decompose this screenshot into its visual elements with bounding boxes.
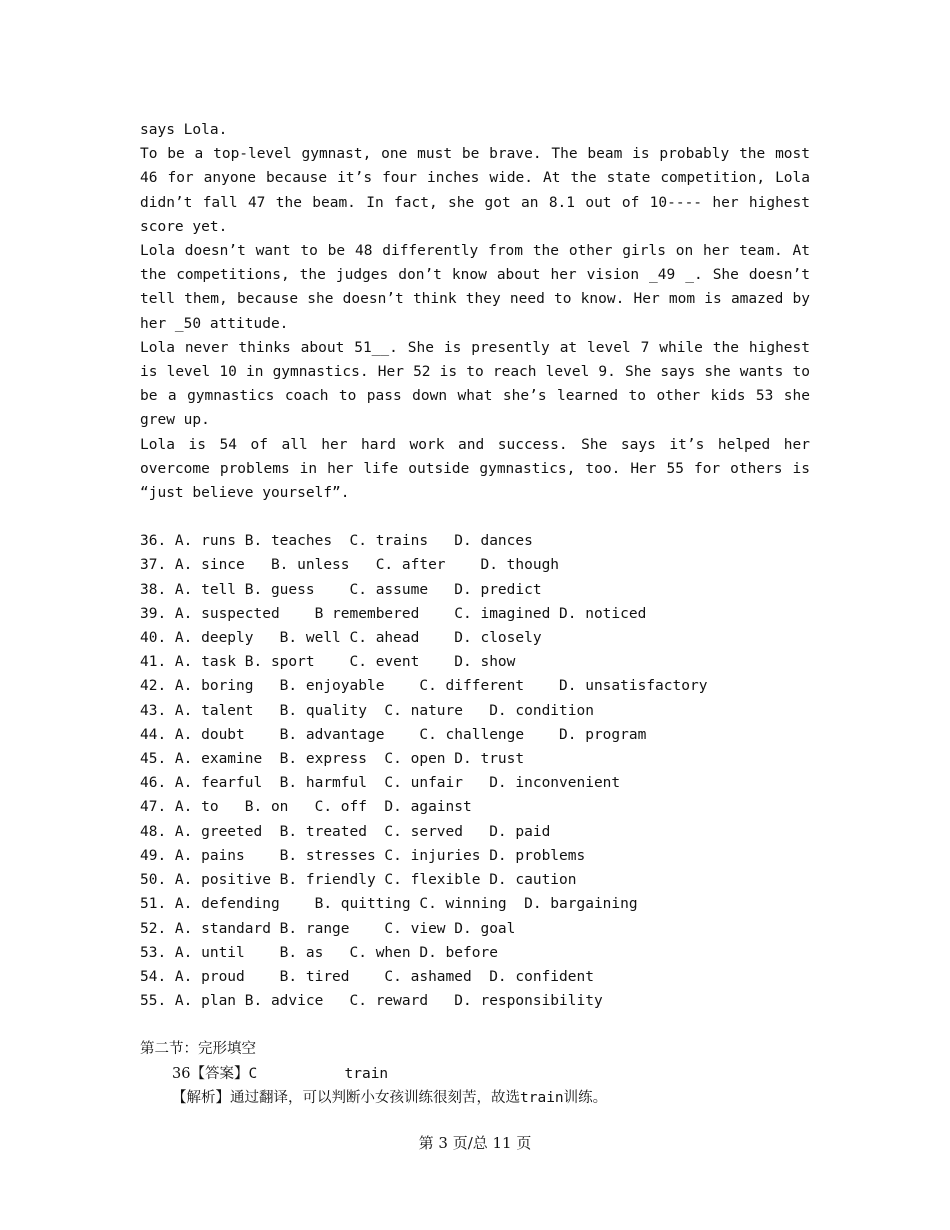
passage-paragraph-1: To be a top-level gymnast, one must be brave. The beam is probably the most 46 for anyone because it’s four inches wide. At the state competition, Lola didn’t fall 47 the beam. In fact, she got an 8.1 out of 10---- her highest score yet.: [140, 146, 810, 235]
answer-line: [140, 1062, 810, 1086]
option-row: 40. A. deeply B. well C. ahead D. closely: [140, 630, 542, 647]
section-title: 第二节：完形填空: [140, 1041, 256, 1058]
passage-paragraph-3: Lola never thinks about 51__. She is presently at level 7 while the highest is level 10 in gymnastics. Her 52 is to reach level 9. She says she wants to be a gymnastics coach to pass down what she’s learned to other kids 53 she grew up.: [140, 339, 810, 429]
passage-line-1: says Lola.: [140, 122, 228, 138]
option-row: 53. A. until B. as C. when D. before: [140, 944, 498, 961]
option-row: 50. A. positive B. friendly C. flexible D. caution: [140, 872, 577, 889]
option-row: 42. A. boring B. enjoyable C. different D. unsatisfactory: [140, 678, 708, 695]
option-row: 36. A. runs B. teaches C. trains D. dances: [140, 533, 533, 550]
option-row: 43. A. talent B. quality C. nature D. condition: [140, 702, 594, 719]
page-footer: 第 3 页/总 11 页: [418, 1134, 532, 1152]
passage-paragraph-4: Lola is 54 of all her hard work and success. She says it’s helped her overcome problems in her life outside gymnastics, too. Her 55 for others is “just believe yourself”.: [140, 436, 810, 502]
option-row: 45. A. examine B. express C. open D. trust: [140, 751, 525, 768]
passage-paragraph-2: Lola doesn’t want to be 48 differently from the other girls on her team. At the competitions, the judges don’t know about her vision _49 _. She doesn’t tell them, because she doesn’t think they need to know. Her mom is amazed by her _50 attitude.: [140, 243, 810, 332]
analysis-suffix: 训练。: [563, 1089, 608, 1106]
analysis-line: [140, 1086, 810, 1110]
spacer: [140, 1013, 810, 1037]
option-row: 38. A. tell B. guess C. assume D. predict: [140, 581, 542, 598]
option-row: 46. A. fearful B. harmful C. unfair D. inconvenient: [140, 775, 621, 792]
option-row: 37. A. since B. unless C. after D. though: [140, 557, 560, 574]
option-row: 52. A. standard B. range C. view D. goal: [140, 920, 516, 937]
option-row: 55. A. plan B. advice C. reward D. responsibility: [140, 993, 603, 1010]
page-content: [140, 118, 810, 1110]
option-row: 48. A. greeted B. treated C. served D. paid: [140, 823, 551, 840]
option-row: 44. A. doubt B. advantage C. challenge D. program: [140, 726, 647, 743]
spacer: [140, 505, 810, 529]
option-row: 41. A. task B. sport C. event D. show: [140, 654, 516, 671]
option-row: 49. A. pains B. stresses C. injuries D. problems: [140, 847, 586, 864]
answer-word: train: [344, 1065, 389, 1082]
option-row: 54. A. proud B. tired C. ashamed D. confident: [140, 968, 594, 985]
option-row: 47. A. to B. on C. off D. against: [140, 799, 472, 816]
option-row: 51. A. defending B. quitting C. winning D. bargaining: [140, 896, 638, 913]
answer-prefix: 36【答案】: [172, 1065, 249, 1082]
answer-letter: C: [248, 1065, 258, 1082]
analysis-word: train: [520, 1089, 564, 1106]
options-list: [140, 529, 810, 1013]
analysis-prefix: 【解析】通过翻译，可以判断小女孩训练很刻苦，故选: [172, 1089, 520, 1106]
option-row: 39. A. suspected B remembered C. imagined D. noticed: [140, 605, 647, 622]
